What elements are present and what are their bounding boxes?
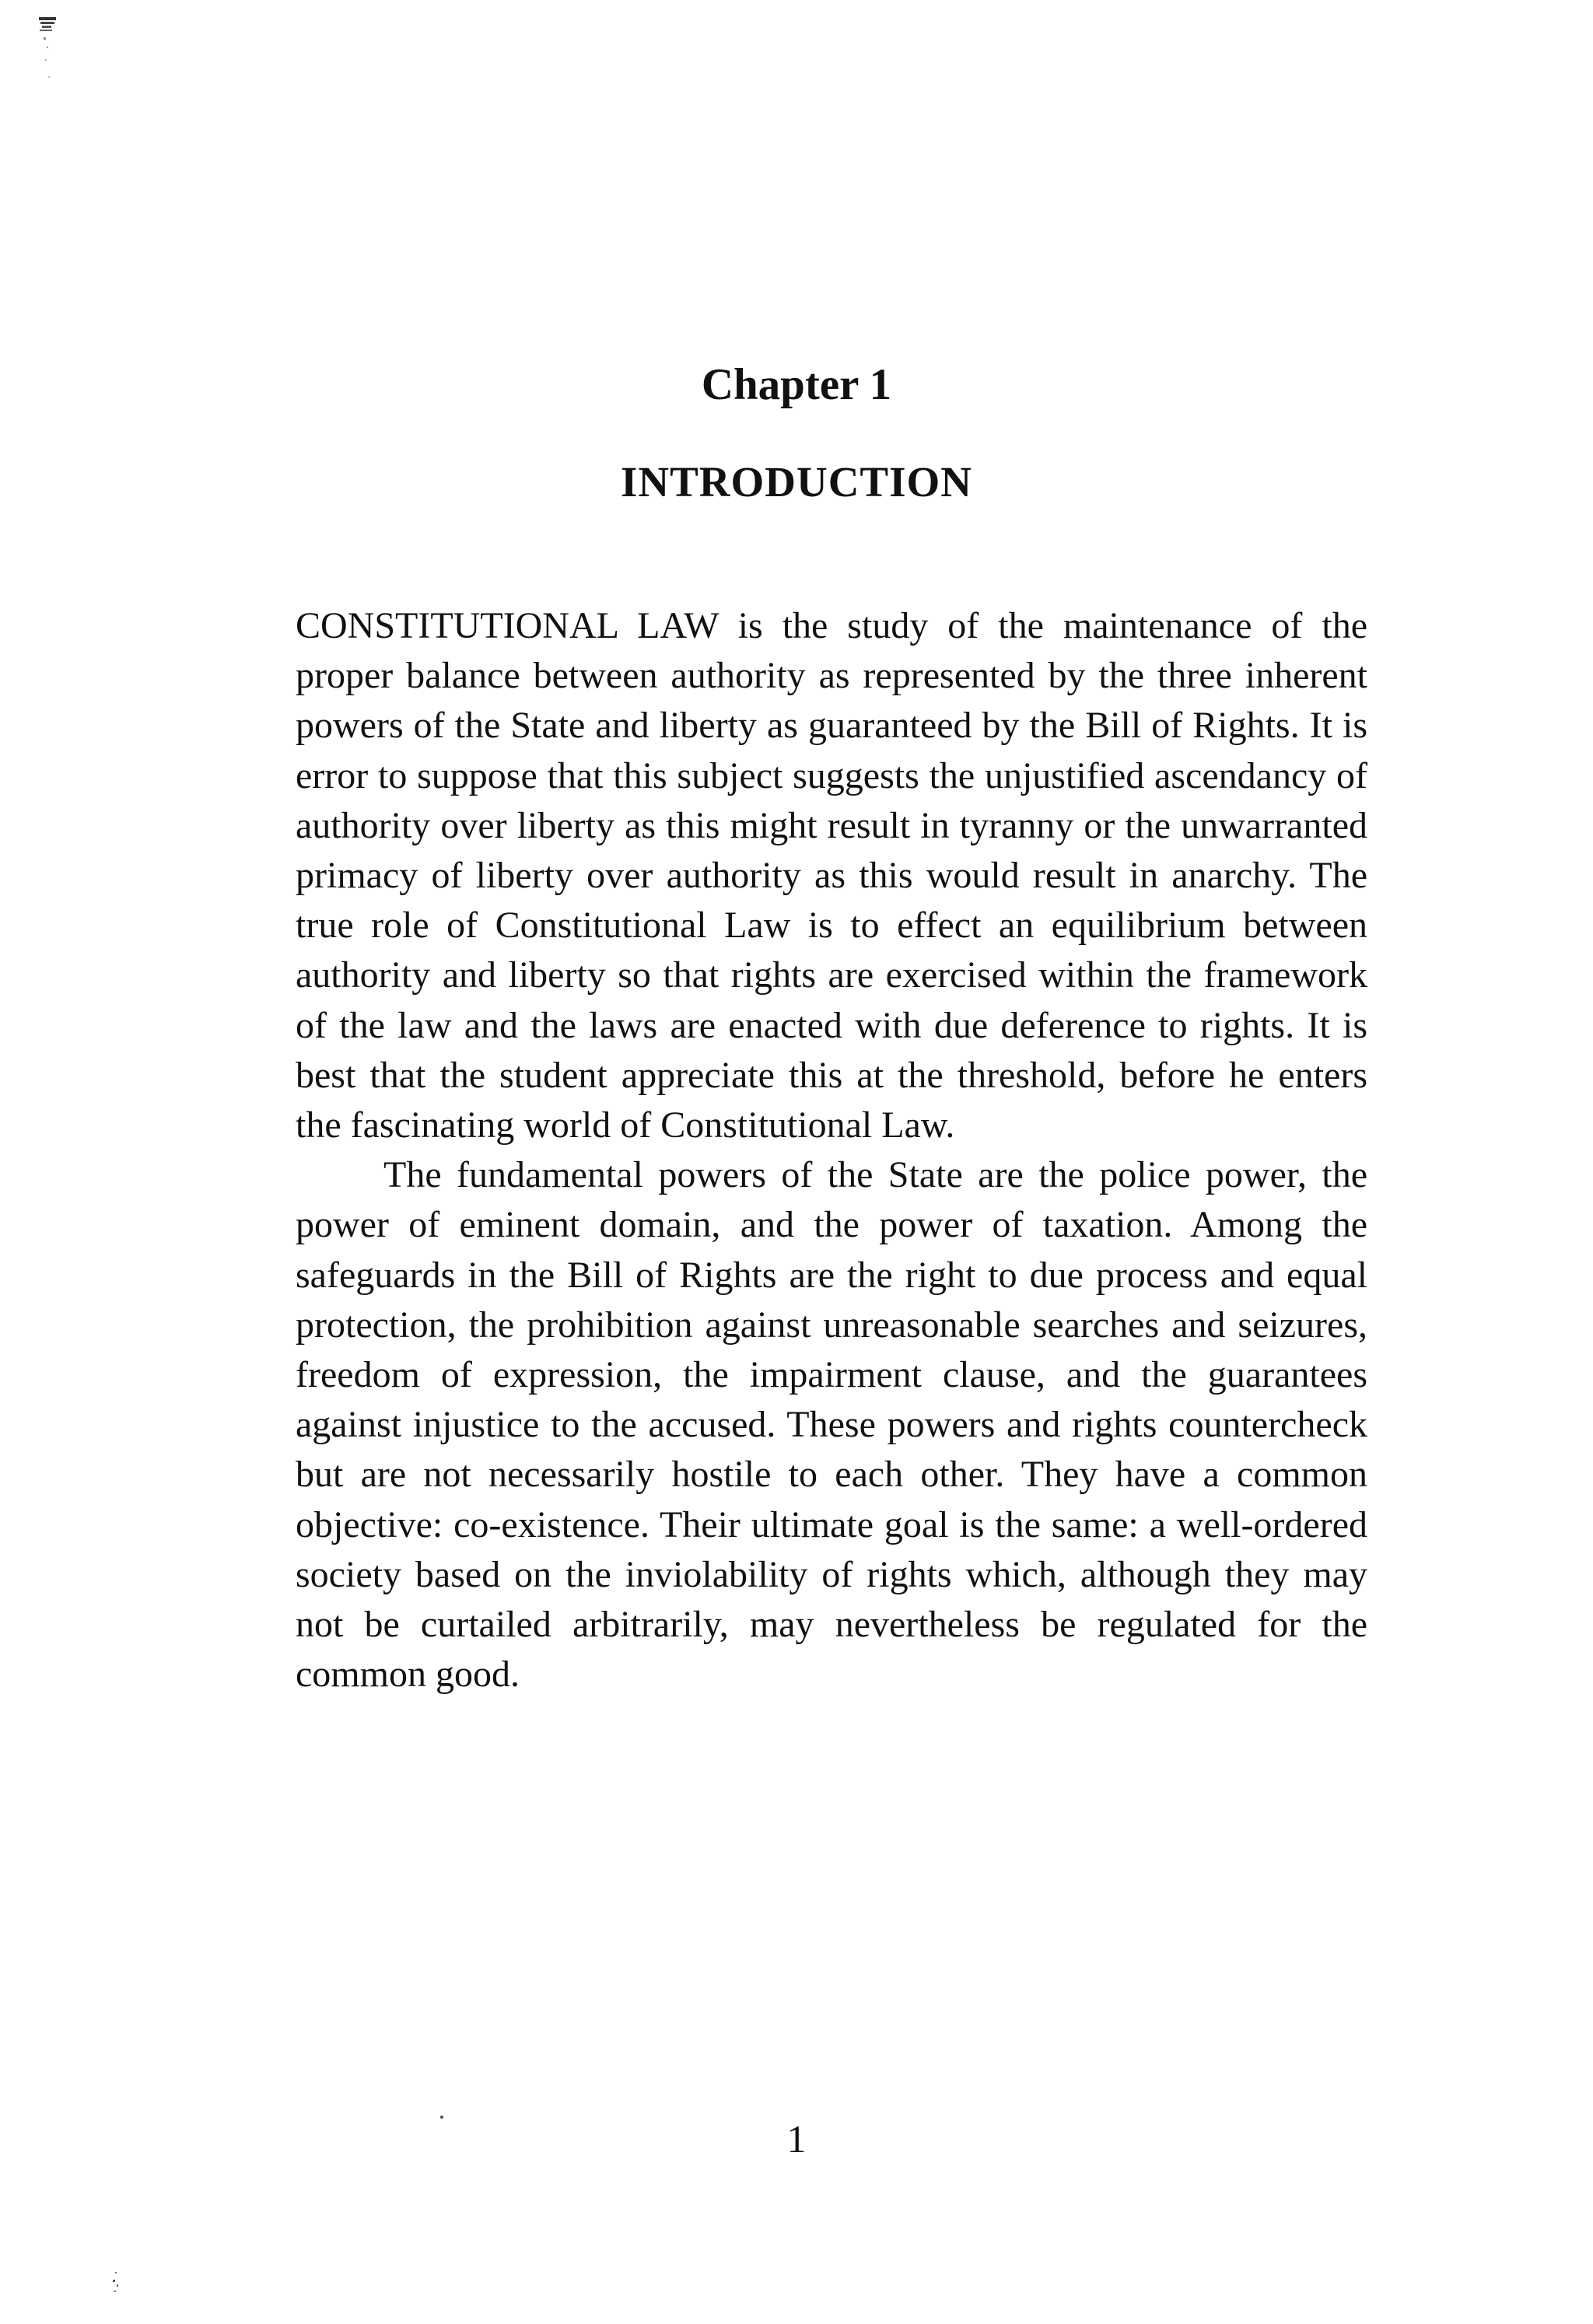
page-number: 1 bbox=[786, 2117, 807, 2161]
chapter-number: Chapter 1 bbox=[701, 360, 892, 409]
chapter-body bbox=[296, 601, 1367, 1699]
scan-artifact-bottom bbox=[109, 2267, 124, 2298]
chapter-title: INTRODUCTION bbox=[620, 458, 973, 506]
scan-artifact-top bbox=[37, 14, 61, 89]
paragraph-2: The fundamental powers of the State are the police power, the power of eminent domain, and the power of taxation. Among the safeguards in the Bill of Rights are the right to due process and equal protection, the prohibition against unreasonable searches and seizures, freedom of expression, the impairment clause, and the guarantees against injustice to the accused. These powers and rights countercheck but are not necessarily hostile to each other. They have a common objective: co-existence. Their ultimate goal is the same: a well-ordered society based on the inviolability of rights which, although they may not be curtailed arbitrarily, may nevertheless be regulated for the common good. bbox=[296, 1154, 1367, 1696]
paragraph-1: CONSTITUTIONAL LAW is the study of the maintenance of the proper balance between authority as represented by the three inherent powers of the State and liberty as guaranteed by the Bill of Rights. It is error to suppose that this subject suggests the unjustified ascendancy of authority over liberty as this might result in tyranny or the unwarranted primacy of liberty over authority as this would result in anarchy. The true role of Constitutional Law is to effect an equilibrium between authority and liberty so that rights are exercised within the framework of the law and the laws are enacted with due deference to rights. It is best that the student appreciate this at the threshold, before he enters the fascinating world of Constitutional Law. bbox=[296, 605, 1367, 1146]
